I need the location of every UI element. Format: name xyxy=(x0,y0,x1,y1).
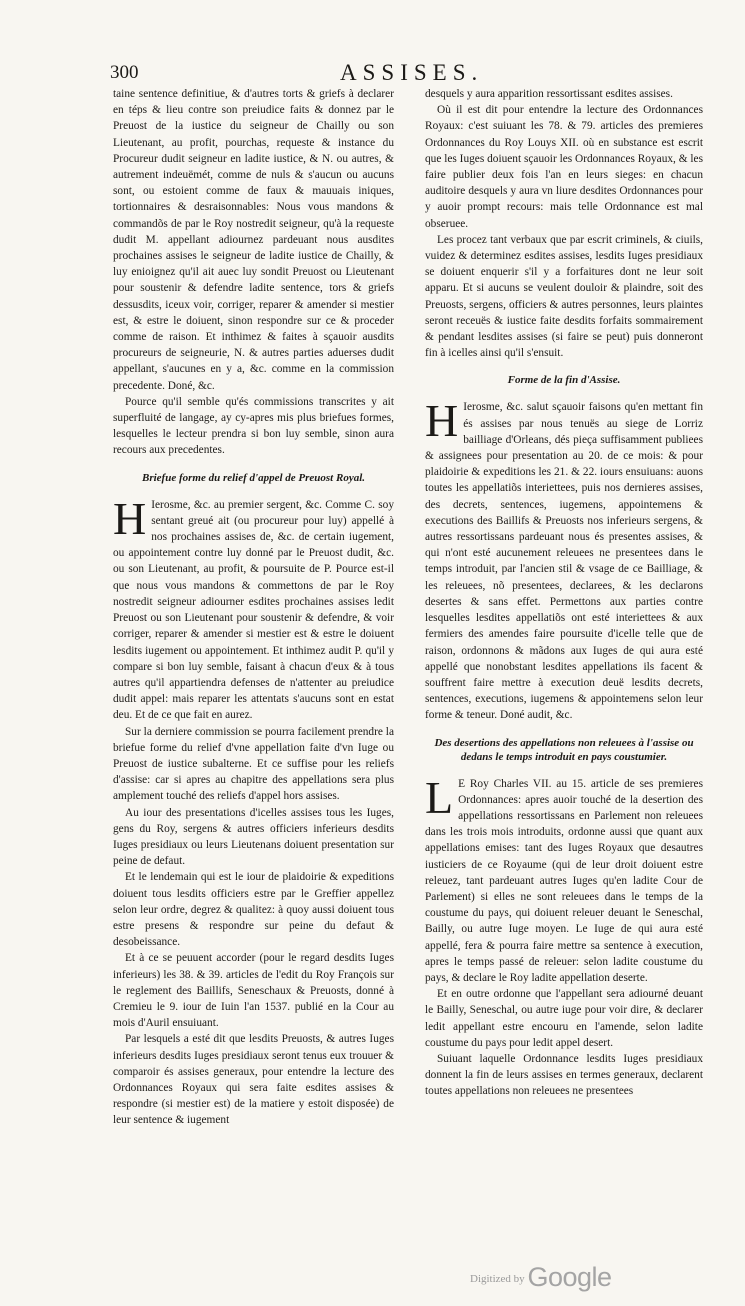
drop-cap: H xyxy=(425,395,459,447)
google-logo: Google xyxy=(527,1262,612,1292)
paragraph: Et le lendemain qui est le iour de plaidoirie & expeditions doiuent tous lesdits officiers estre par le Greffier appellez selon leur ordre, degrez & qualitez: à quoy aussi doiuent tous estre presens & respondre sur peine du defaut & desobeissance. xyxy=(113,871,394,949)
paragraph: Sur la derniere commission se pourra facilement prendre la briefue forme du relief d'vne appellation faite d'vn Iuge ou Preuost de iustice subalterne. Et ce suffise pour les reliefs d'assise: car si apres au chapitre des appellations sera plus amplement touché des reliefs d'appel hors assises. xyxy=(113,725,394,803)
paragraph-text: Ierosme, &c. salut sçauoir faisons qu'en mettant fin és assises par nous tenuës au siege de Lorriz bailliage d'Orleans, dés pieça suffisamment publiees & assignees pour presentation au 20. de ce mois: & pour plaidoirie & expeditions les 21. & 22. iours ensuiuans: auons toutes les appellatiõs interiettees, puis nos dernieres assises, des decrets, sentences, iugemens, appointemens & executions des Baillifs & Preuosts nos inferieurs sergens, & autres ressortissans pardeuant nous és presentes assises, & qui n'ont esté aucunement releuees ne presentees dans le temps introduit, par l'ancien stil & vsage de ce Bailliage, & les releuees, nõ presentees, declarees, & les declarons desertes & sans effet. Permettons aux parties contre lesquelles lesdites appellatiõs ont esté interiettees & aux fermiers des amendes faire poursuite d'icelle telle que de raison, ordonnons & mãdons aux Iuges de qui aura esté appellé que nonobstant lesdites appellations ils facent & souffrent faire mettre à execution deuë lesdits decrets, sentences, executions, iugemens & appointemens selon leur forme & teneur. Doné audit, &c. xyxy=(425,401,703,722)
running-title: ASSISES. xyxy=(340,60,484,85)
paragraph: Suiuant laquelle Ordonnance lesdits Iuges presidiaux donnent la fin de leurs assises en termes generaux, declarent toutes appellations non releuees ne presentees xyxy=(425,1052,703,1098)
paragraph: Et en outre ordonne que l'appellant sera adiourné deuant le Bailly, Seneschal, ou autre iuge pour voir dire, & declarer ledit appellant estre encouru en l'amende, selon ladite coustume du pays pour ledit appel desert. xyxy=(425,988,703,1049)
paragraph: desquels y aura apparition ressortissant esdites assises. xyxy=(425,88,673,100)
section-heading: Des desertions des appellations non releuees à l'assise ou dedans le temps introduit en pays coustumier. xyxy=(434,736,694,763)
paragraph: Et à ce se peuuent accorder (pour le regard desdits Iuges inferieurs) les 38. & 39. articles de l'edit du Roy François sur le reglement des Baillifs, Seneschaux & Preuosts, donné à Cremieu le 9. iour de Iuin l'an 1537. publié en la Cour au mois d'Auril ensuiuant. xyxy=(113,952,394,1030)
paragraph-text: Ierosme, &c. au premier sergent, &c. Comme C. soy sentant greué ait (ou procureur pour luy) appellé à nos prochaines assises de, &c. de certain iugement, ou appointement contre luy donné par le Preuost dudit, &c. ou son Lieutenant, au profit, & poursuite de P. Pource est-il que nous vous mandons & commettons de par le Roy nostredit seigneur adiourner esdites prochaines assises ledit Preuost ou son Lieutenant pour soustenir & defendre, & voir corriger, reparer & amender si mestier est & estre le doiuent lesdits iugement ou appointement. Et inthimez audit P. qu'il y compare si bon luy semble, faisant à chacun d'eux & à tous autres qu'il appartiendra defenses de n'attenter au preiudice dudit appel: mais reparer les attentats s'aucuns sont en estat deu. Et de ce que fait en aurez. xyxy=(113,498,394,722)
paragraph-text: E Roy Charles VII. au 15. article de ses premieres Ordonnances: apres auoir touché de la desertion des appellations ressortissans en Parlement non releuees dans les trois mois introduits, ordonne aussi que quant aux appellations emises: tant des Iuges Royaux que desautres iusticiers de ce Royaume (qui de leur droit doiuent estre releuez, tant pardeuant autres Iuges qu'en ladite Cour de Parlement) si elles ne sont releuees dans le temps de la coustume du pays, qui doiuent releuer deuant le Seneschal, Bailly, ou autre Iuge moyen. Le Iuge de qui aura esté appellé, fera & pourra faire mettre sa sentence à execution, apres le temps passé de releuer: selon ladite coustume du pays, & declare le Roy ladite appellation deserte. xyxy=(425,777,703,984)
section-heading: Briefue forme du relief d'appel de Preuost Royal. xyxy=(141,471,366,484)
paragraph: Les procez tant verbaux que par escrit criminels, & ciuils, vuidez & determinez esdites assises, lesdits Iuges presidiaux se doiuent enquerir s'il y a forfaitures dont ne leur soit apparu. Et si aucuns se veulent douloir & plaindre, soit des Preuosts, sergens, officiers & autres personnes, leurs plaintes seront receuës & iustice faite desdits forfaits sommairement & pendant lesdites assises (si faire se peut) puis donneront fin à icelles ainsi qu'il s'ensuit. xyxy=(425,233,703,360)
digitized-watermark xyxy=(470,1262,612,1293)
drop-cap: H xyxy=(113,492,147,544)
paragraph: Où il est dit pour entendre la lecture des Ordonnances Royaux: c'est suiuant les 78. & 79. articles des premieres Ordonnances du Roy Louys XII. où en substance est escrit que les Iuges doiuent sçauoir les Ordonnances Royaux, & les faire publier deux fois l'an en leurs sieges: en chacun auditoire desquels y aura vn liure desdites Ordonnances pour y auoir prompt recours: mais telle Ordonnance est mal obseruee. xyxy=(425,104,703,230)
paragraph xyxy=(113,492,394,724)
paragraph xyxy=(425,771,703,987)
section-heading: Forme de la fin d'Assise. xyxy=(507,374,621,387)
paragraph: Au iour des presentations d'icelles assises tous les Iuges, gens du Roy, sergens & autres officiers inferieurs desdits Iuges presidiaux ou leurs Lieutenans doiuent presentation sur peine de defaut. xyxy=(113,806,394,868)
paragraph: Pource qu'il semble qu'és commissions transcrites y ait superfluité de langage, ay cy-apres mis plus briefues formes, lesquelles le lecteur prendra si bon luy semble, sinon aura recours aux precedentes. xyxy=(113,395,394,457)
paragraph: Par lesquels a esté dit que lesdits Preuosts, & autres Iuges inferieurs desdits Iuges presidiaux seront tenus eux trouuer & comparoir és assises generaux, pour entendre la lecture des Ordonnances Royaux qui sera faite esdites assises & respondre (si mestier est) de la matiere y estoit disposée) de leur sentence & iugement xyxy=(113,1033,394,1127)
paragraph xyxy=(425,395,703,723)
digitized-by-text: Digitized by xyxy=(470,1273,525,1285)
left-column xyxy=(113,86,394,1129)
drop-cap: L xyxy=(425,771,454,823)
page-number: 300 xyxy=(110,62,139,83)
right-column xyxy=(425,86,703,1100)
paragraph: taine sentence definitiue, & d'autres torts & griefs à declarer en téps & lieu contre son preiudice faits & donnez par le Preuost de la iustice du seigneur de Chailly ou son Lieutenant, au profit, pourchas, requeste & instance du Procureur dudit seigneur en ladite iustice, & N. ou autres, & autrement indeuëmét, comme de nuls & s'aucun ou aucuns sont, ou estoient comme de faux & mauuais iniques, tortionnaires & desraisonnables: Nous vous mandons & commandõs de par le Roy nostredit seigneur, qu'à la requeste dudit M. appellant adiournez pardeuant nous ausdites prochaines assises le seigneur de ladite iustice de Chailly, & luy enioignez qu'il ait auec luy sondit Preuost ou Lieutenant pour soustenir & defendre ladite sentence, tors & griefs dessusdits, iceux voir, corriger, reparer & amender si mestier est, & estre le doiuent, sinon respondre sur ce & proceder comme de raison. Et inthimez & faites à sçauoir ausdits procureurs de seigneurie, N. & autres parties aduerses dudit appellant, s'aucunes en y a, &c. comme en la commission precedente. Doné, &c. xyxy=(113,88,394,392)
